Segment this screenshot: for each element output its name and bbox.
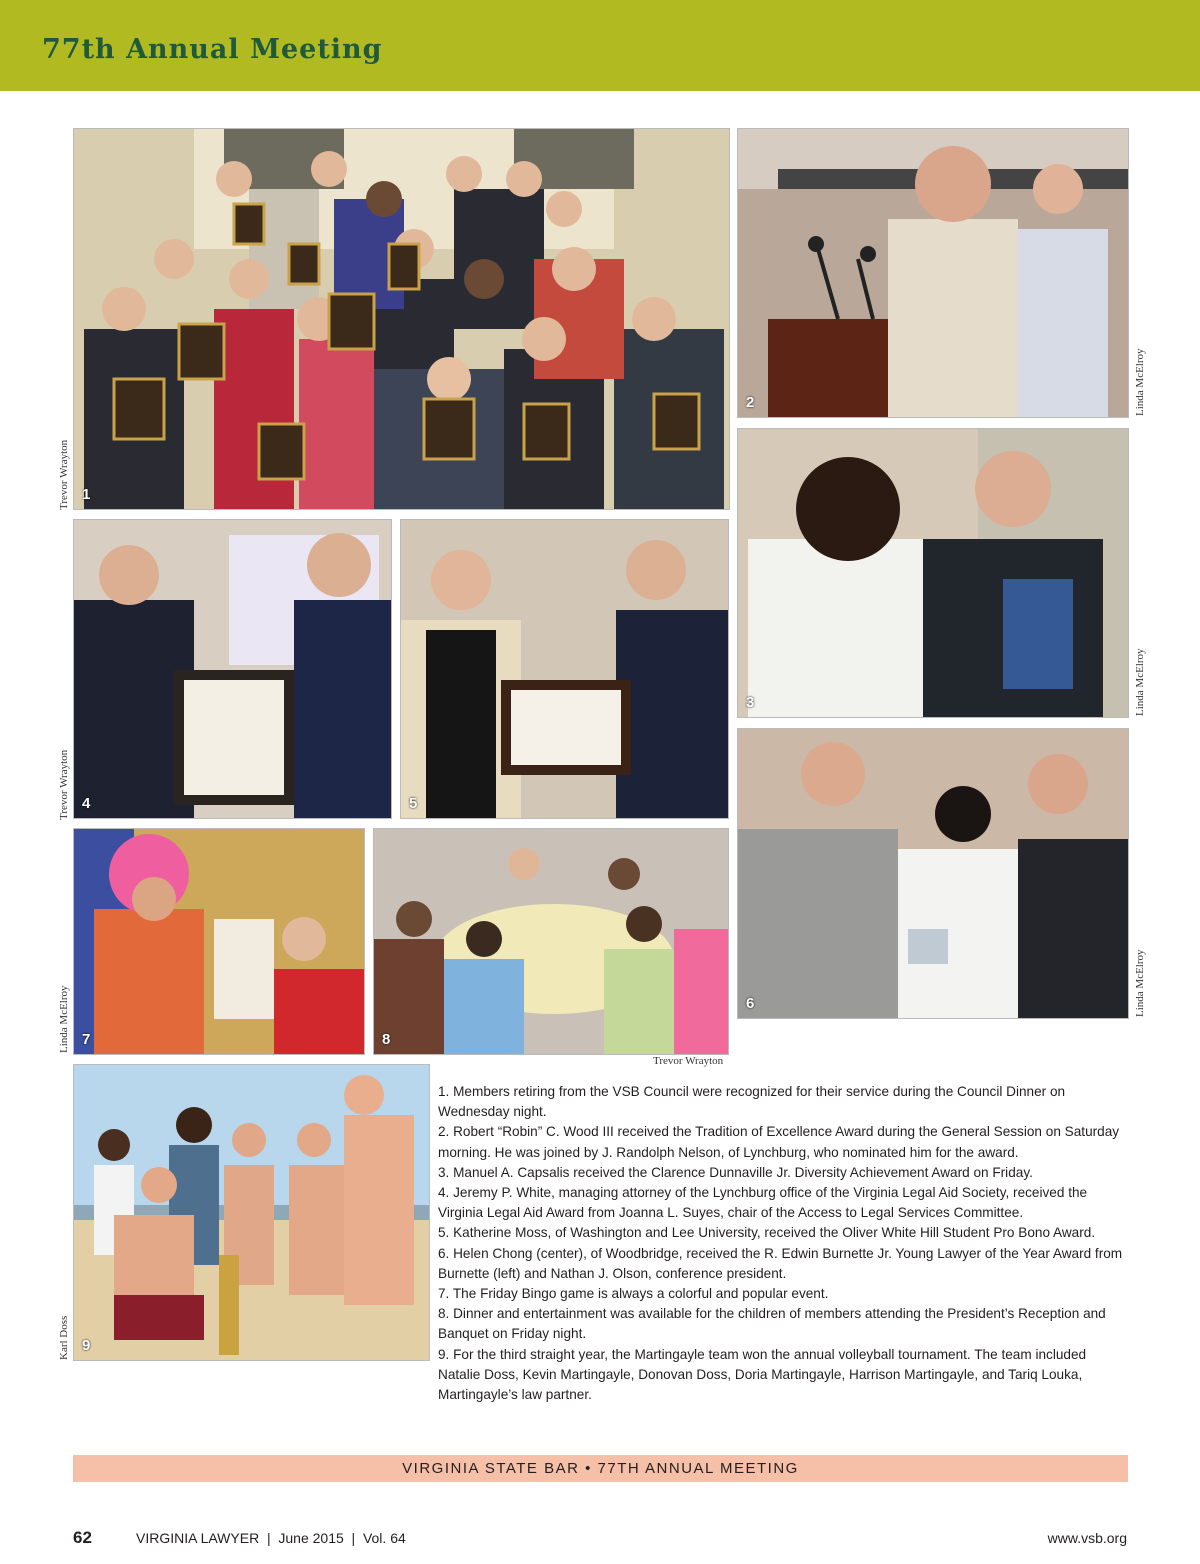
page-section-title: 77th Annual Meeting <box>42 34 383 65</box>
photo-9 <box>73 1064 430 1361</box>
photo-8 <box>373 828 729 1055</box>
photo-1 <box>73 128 730 510</box>
photo-credit-4: Trevor Wrayton <box>58 749 70 820</box>
photo-number: 2 <box>746 394 755 411</box>
photo-number: 9 <box>82 1337 91 1354</box>
publication-line: VIRGINIA LAWYER | June 2015 | Vol. 64 <box>136 1530 406 1546</box>
photo-number: 7 <box>82 1031 91 1048</box>
caption-7: 7. The Friday Bingo game is always a colorful and popular event. <box>438 1286 829 1302</box>
photo-number: 8 <box>382 1031 391 1048</box>
photo-credit-8: Trevor Wrayton <box>653 1055 724 1067</box>
photo-4 <box>73 519 392 819</box>
photo-credit-7: Linda McElroy <box>58 985 70 1053</box>
photo-captions <box>438 1082 1128 1405</box>
photo-number: 5 <box>409 795 418 812</box>
caption-9: 9. For the third straight year, the Martingayle team won the annual volleyball tournament. The team included Natalie Doss, Kevin Martingayle, Donovan Doss, Doria Martingayle, Harrison Martingayle, and Tariq Louka, Martingayle’s law partner. <box>438 1346 1087 1403</box>
photo-credit-1: Trevor Wrayton <box>58 439 70 510</box>
photo-credit-6: Linda McElroy <box>1134 949 1146 1017</box>
caption-6: 6. Helen Chong (center), of Woodbridge, received the R. Edwin Burnette Jr. Young Lawyer of the Year Award from Burnette (left) and Nathan J. Olson, conference president. <box>438 1245 1123 1281</box>
photo-2 <box>737 128 1129 418</box>
page-number: 62 <box>73 1528 92 1547</box>
footer-band <box>73 1455 1128 1482</box>
photo-number: 1 <box>82 486 91 503</box>
photo-7 <box>73 828 365 1055</box>
photo-number: 3 <box>746 694 755 711</box>
caption-4: 4. Jeremy P. White, managing attorney of the Lynchburg office of the Virginia Legal Aid Society, received the Virginia Legal Aid Award from Joanna L. Suyes, chair of the Access to Legal Services Committee. <box>438 1185 1088 1221</box>
photo-3 <box>737 428 1129 718</box>
caption-1: 1. Members retiring from the VSB Council were recognized for their service during the Council Dinner on Wednesday night. <box>438 1084 1066 1120</box>
caption-5: 5. Katherine Moss, of Washington and Lee University, received the Oliver White Hill Student Pro Bono Award. <box>438 1225 1096 1241</box>
website-link[interactable]: www.vsb.org <box>1047 1530 1127 1546</box>
photo-number: 4 <box>82 795 91 812</box>
caption-2: 2. Robert “Robin” C. Wood III received the Tradition of Excellence Award during the General Session on Saturday morning. He was joined by J. Randolph Nelson, of Lynchburg, who nominated him for the award. <box>438 1124 1120 1160</box>
photo-number: 6 <box>746 995 755 1012</box>
photo-5 <box>400 519 729 819</box>
photo-credit-3: Linda McElroy <box>1134 648 1146 716</box>
photo-credit-2: Linda McElroy <box>1134 348 1146 416</box>
footer-band-text: VIRGINIA STATE BAR • 77TH ANNUAL MEETING <box>402 1460 799 1477</box>
caption-3: 3. Manuel A. Capsalis received the Clarence Dunnaville Jr. Diversity Achievement Award on Friday. <box>438 1164 1033 1180</box>
photo-credit-9: Karl Doss <box>58 1315 70 1360</box>
caption-8: 8. Dinner and entertainment was available for the children of members attending the President’s Reception and Banquet on Friday night. <box>438 1306 1106 1342</box>
photo-6 <box>737 728 1129 1019</box>
